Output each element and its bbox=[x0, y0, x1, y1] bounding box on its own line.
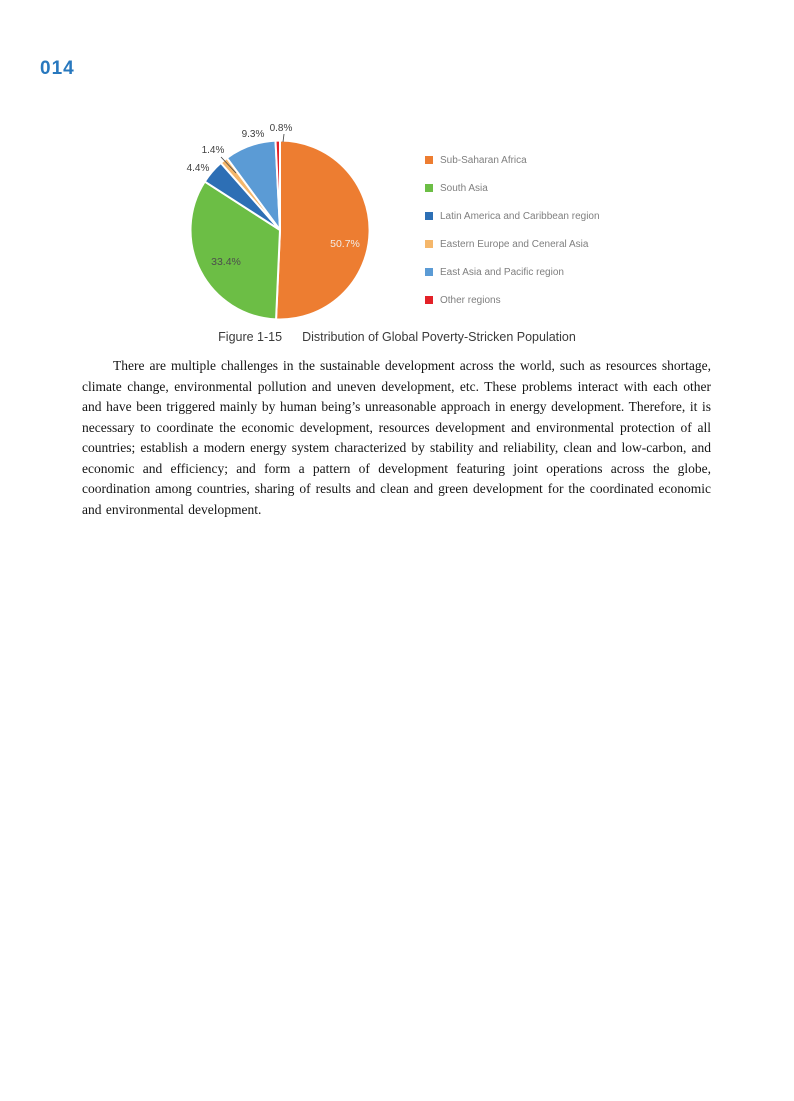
pie-percent-label: 1.4% bbox=[201, 145, 225, 156]
legend-swatch-icon bbox=[425, 296, 433, 304]
pie-slice-sub-saharan-africa bbox=[276, 140, 370, 319]
pie-percent-label: 33.4% bbox=[211, 256, 241, 268]
figure-caption-title: Distribution of Global Poverty-Stricken Population bbox=[302, 330, 576, 344]
legend-label: Eastern Europe and Ceneral Asia bbox=[440, 238, 589, 250]
legend-item bbox=[425, 174, 600, 202]
legend-item bbox=[425, 146, 600, 174]
legend-item bbox=[425, 202, 600, 230]
legend-label: East Asia and Pacific region bbox=[440, 266, 564, 278]
legend-label: South Asia bbox=[440, 182, 488, 194]
legend-item bbox=[425, 230, 600, 258]
pie-chart bbox=[0, 0, 794, 360]
legend-label: Sub-Saharan Africa bbox=[440, 154, 527, 166]
legend-swatch-icon bbox=[425, 268, 433, 276]
figure-caption-number: Figure 1-15 bbox=[218, 330, 283, 344]
legend-item bbox=[425, 286, 600, 314]
legend-swatch-icon bbox=[425, 212, 433, 220]
legend-label: Other regions bbox=[440, 294, 501, 306]
pie-percent-label: 9.3% bbox=[241, 129, 265, 140]
legend-item bbox=[425, 258, 600, 286]
pie-percent-label: 4.4% bbox=[186, 163, 210, 174]
legend-swatch-icon bbox=[425, 240, 433, 248]
body-paragraph: There are multiple challenges in the sustainable development across the world, such as resources shortage, climate change, environmental pollution and uneven development, etc. These problems interact with each other and have been triggered mainly by human being’s unreasonable approach in energy development. Therefore, it is necessary to coordinate the economic development, resources development and environmental protection of all countries; establish a modern energy system characterized by stability and reliability, clean and low-carbon, and economic and efficiency; and form a pattern of development featuring joint operations across the globe, coordination among countries, sharing of results and clean and green development for the coordinated economic and environmental development. bbox=[82, 358, 711, 517]
figure-caption bbox=[0, 330, 794, 344]
pie-percent-label: 0.8% bbox=[269, 123, 293, 134]
legend-swatch-icon bbox=[425, 156, 433, 164]
legend-label: Latin America and Caribbean region bbox=[440, 210, 600, 222]
chart-legend bbox=[425, 146, 600, 314]
page-number: 014 bbox=[40, 58, 75, 79]
legend-swatch-icon bbox=[425, 184, 433, 192]
pie-percent-label: 50.7% bbox=[330, 238, 360, 250]
